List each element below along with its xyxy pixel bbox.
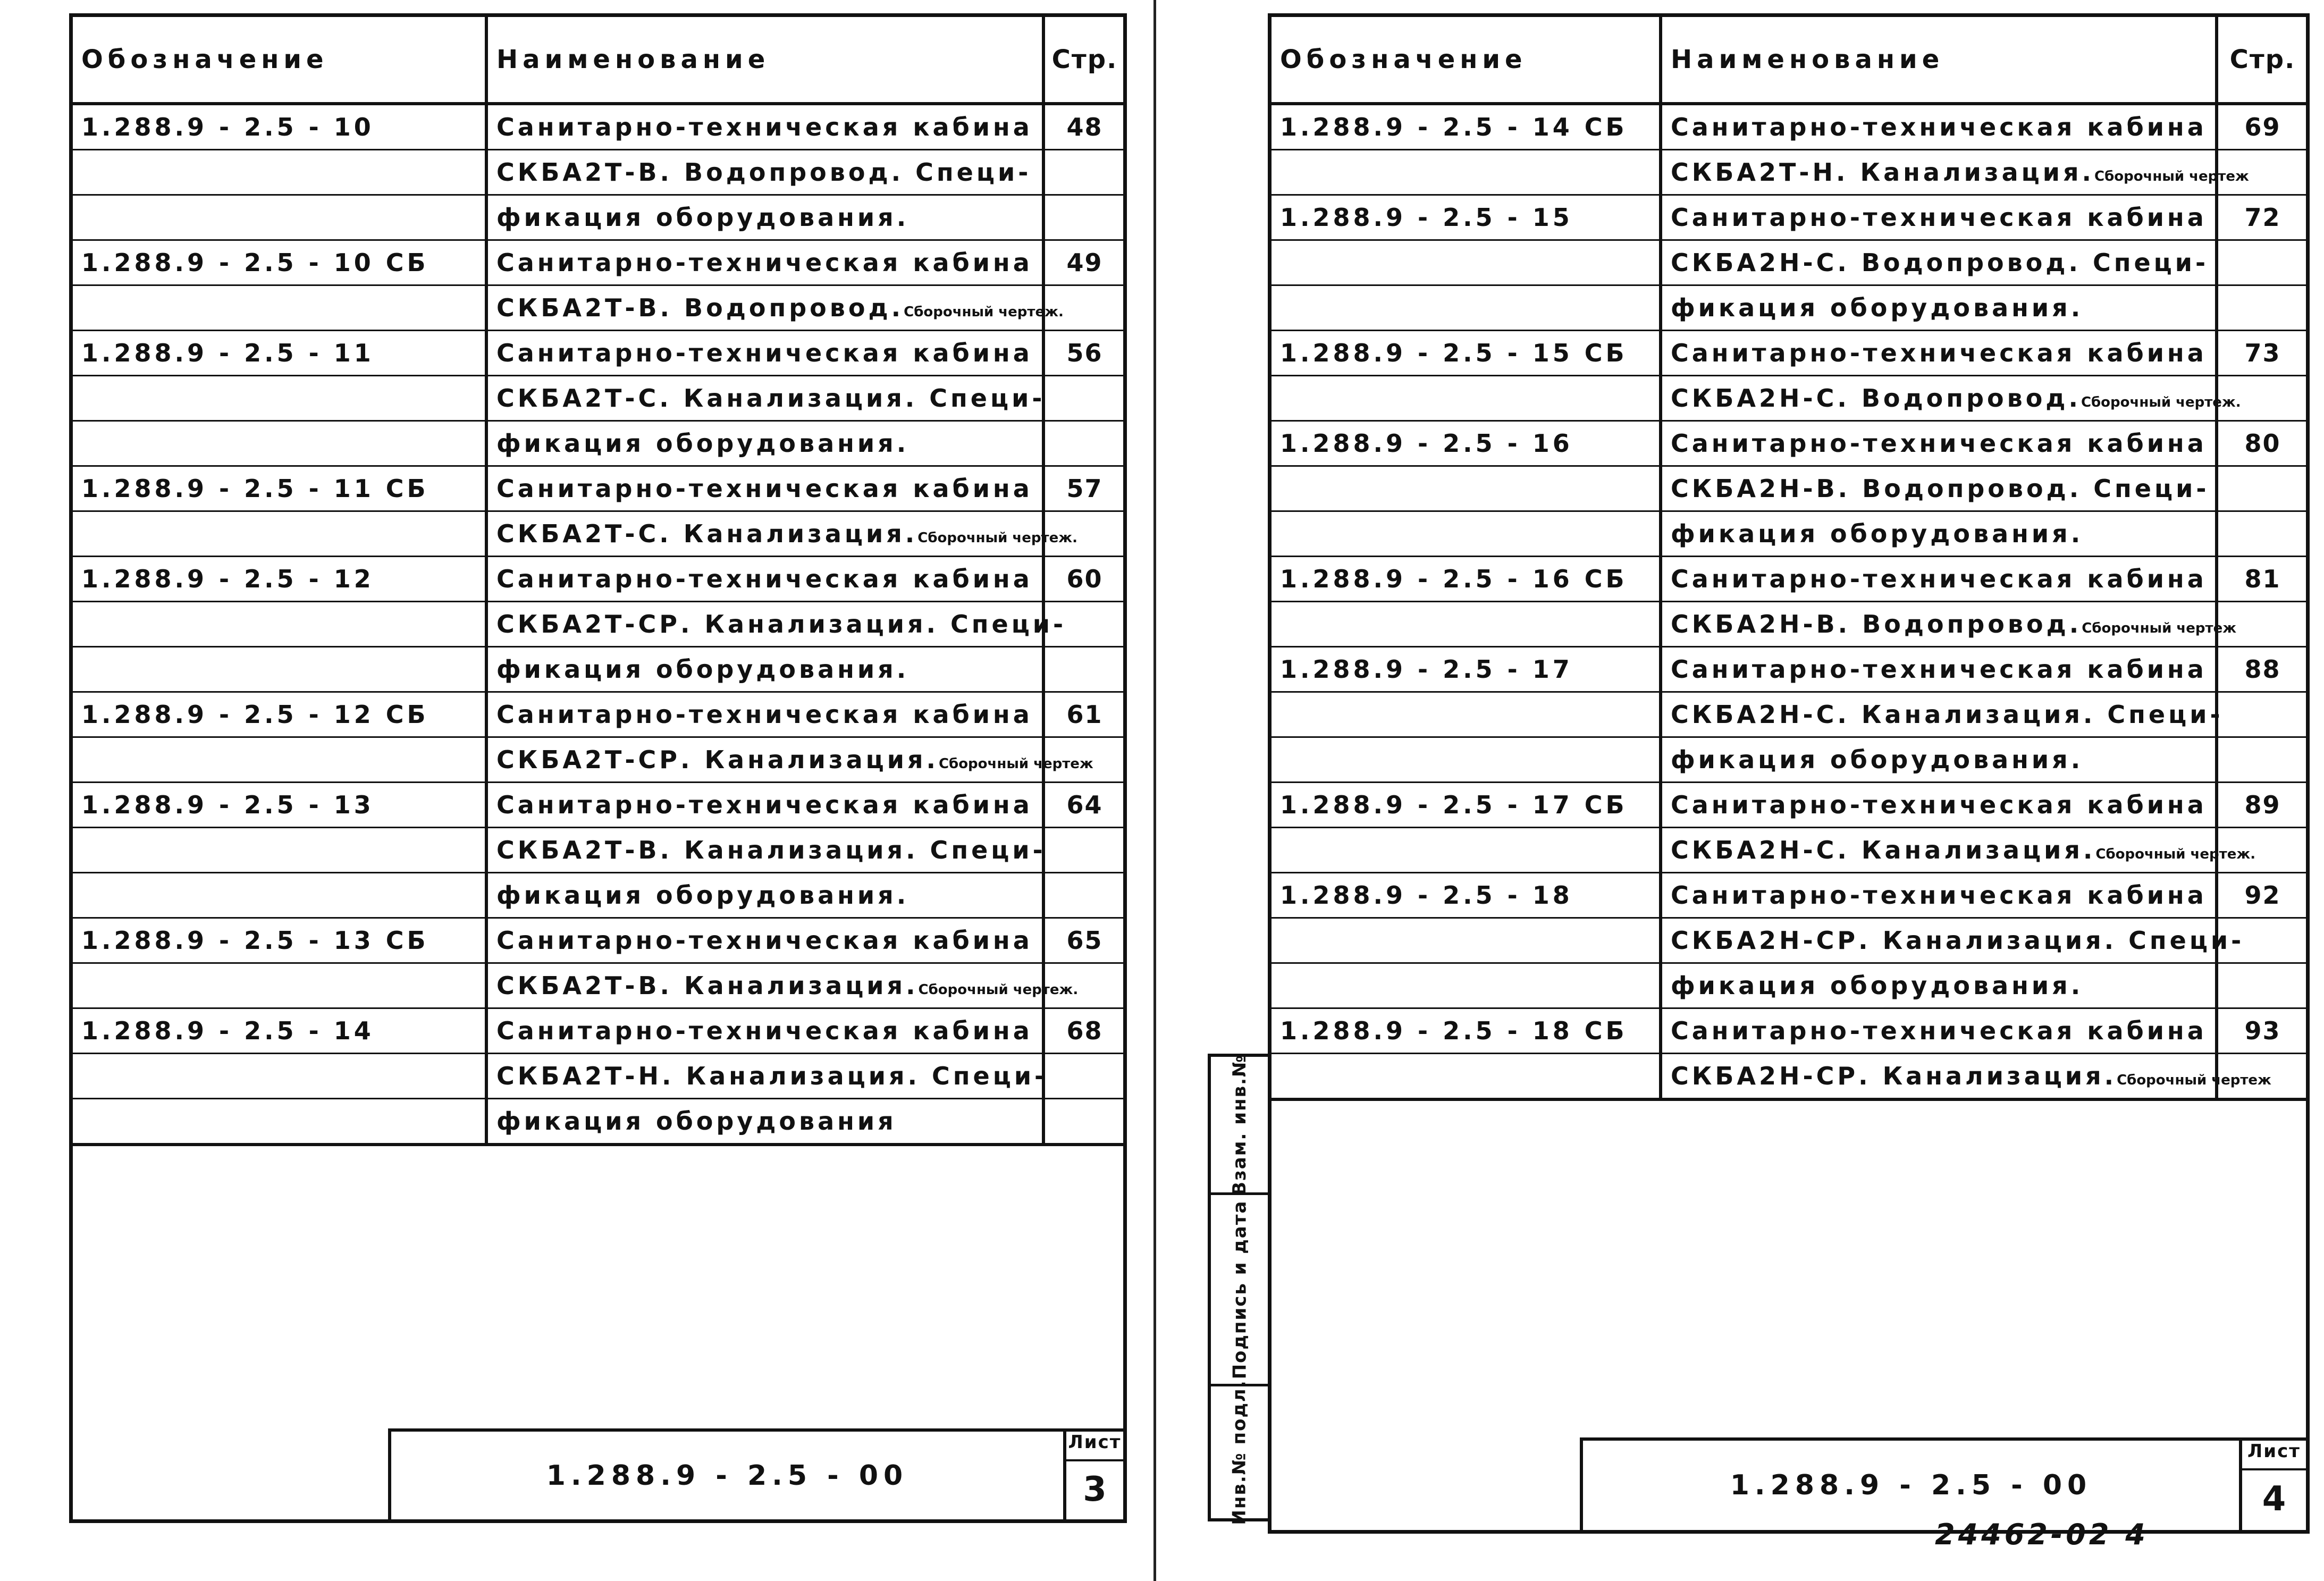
row-designation: 1.288.9 - 2.5 - 16 СБ [1272, 557, 1661, 602]
table-row [1272, 376, 2307, 421]
row-designation [73, 873, 486, 918]
row-page: 80 [2217, 421, 2307, 466]
row-name [1661, 240, 2217, 285]
row-name [1661, 783, 2217, 828]
table-row [1272, 692, 2307, 737]
row-name-note: Сборочный чертеж. [917, 530, 1077, 546]
table-row [73, 1054, 1124, 1099]
row-name [486, 918, 1043, 963]
table-row [73, 376, 1124, 421]
table-row [73, 150, 1124, 195]
row-name-text: СКБА2Н-С. Канализация. [1671, 836, 2096, 864]
row-designation [73, 195, 486, 240]
row-name-text: фикация оборудования. [1671, 293, 2084, 322]
table-row [1272, 737, 2307, 783]
row-name [1661, 285, 2217, 331]
row-name-text: СКБА2Н-С. Водопровод. Специ- [1671, 248, 2209, 277]
row-designation [1272, 963, 1661, 1008]
row-designation: 1.288.9 - 2.5 - 16 [1272, 421, 1661, 466]
table-row [73, 828, 1124, 873]
row-name-text: СКБА2Н-СР. Канализация. [1671, 1062, 2117, 1090]
row-name-text: Санитарно-техническая кабина [1671, 429, 2207, 458]
header-page: Стр. [1043, 17, 1124, 104]
row-name-text: Санитарно-техническая кабина [496, 791, 1033, 819]
row-page [1043, 421, 1124, 466]
row-designation: 1.288.9 - 2.5 - 15 СБ [1272, 331, 1661, 376]
row-name-text: Санитарно-техническая кабина [1671, 339, 2207, 367]
table-row [73, 511, 1124, 557]
row-name [486, 104, 1043, 150]
row-designation [1272, 511, 1661, 557]
row-page: 64 [1043, 783, 1124, 828]
row-name-note: Сборочный чертеж. [2081, 394, 2241, 410]
sheet-label: Лист [2242, 1441, 2306, 1470]
row-page: 93 [2217, 1008, 2307, 1054]
spec-rows-left [73, 104, 1124, 1145]
row-designation [1272, 737, 1661, 783]
row-name [1661, 963, 2217, 1008]
row-page: 65 [1043, 918, 1124, 963]
row-name-text: Санитарно-техническая кабина [496, 700, 1033, 729]
row-designation: 1.288.9 - 2.5 - 18 [1272, 873, 1661, 918]
row-name [486, 150, 1043, 195]
row-name-text: Санитарно-техническая кабина [1671, 1016, 2207, 1045]
row-designation [1272, 918, 1661, 963]
row-page [2217, 963, 2307, 1008]
right-sheet [1229, 13, 2310, 1534]
row-designation [1272, 1054, 1661, 1100]
row-page [2217, 466, 2307, 511]
row-name [486, 557, 1043, 602]
row-name-text: Санитарно-техническая кабина [496, 926, 1033, 955]
table-row [73, 557, 1124, 602]
row-name-text: фикация оборудования. [496, 429, 910, 458]
row-designation [1272, 692, 1661, 737]
row-name-text: СКБА2Т-СР. Канализация. Специ- [496, 610, 1067, 638]
row-name-text: СКБА2Т-Н. Канализация. [1671, 158, 2094, 187]
table-row [73, 963, 1124, 1008]
row-page [2217, 285, 2307, 331]
row-designation: 1.288.9 - 2.5 - 10 СБ [73, 240, 486, 285]
row-name-text: Санитарно-техническая кабина [496, 339, 1033, 367]
document-code: 1.288.9 - 2.5 - 00 [1583, 1441, 2242, 1530]
table-row [73, 466, 1124, 511]
row-name [486, 963, 1079, 1008]
binding-fold-line [1153, 0, 1156, 1581]
row-name [1661, 150, 2249, 195]
row-name-text: фикация оборудования. [496, 203, 910, 232]
row-designation [1272, 466, 1661, 511]
row-name [486, 647, 1043, 692]
header-name: Наименование [486, 17, 1043, 104]
row-page [2217, 511, 2307, 557]
row-designation [1272, 828, 1661, 873]
row-name-text: СКБА2Т-С. Канализация. [496, 519, 918, 548]
left-sheet [69, 13, 1127, 1523]
row-name [1661, 195, 2217, 240]
row-name-text: СКБА2Н-С. Водопровод. [1671, 384, 2081, 413]
row-page [2217, 240, 2307, 285]
row-name [486, 783, 1043, 828]
row-page: 81 [2217, 557, 2307, 602]
side-stamp-inventory: Инв.№ подл. [1229, 1380, 1250, 1525]
table-row [73, 1099, 1124, 1145]
table-row [1272, 104, 2307, 150]
row-name [486, 1054, 1048, 1099]
row-designation: 1.288.9 - 2.5 - 17 [1272, 647, 1661, 692]
table-row [73, 331, 1124, 376]
row-name-text: фикация оборудования [496, 1107, 897, 1136]
row-name [486, 285, 1064, 331]
title-block-right [1580, 1437, 2306, 1530]
row-name [1661, 918, 2245, 963]
table-row [1272, 918, 2307, 963]
table-row [73, 737, 1124, 783]
row-page [1043, 376, 1124, 421]
row-name [1661, 873, 2217, 918]
side-stamp-signature: Подпись и дата [1211, 1195, 1268, 1386]
row-designation [73, 647, 486, 692]
table-row [1272, 195, 2307, 240]
table-row [1272, 421, 2307, 466]
row-name-text: Санитарно-техническая кабина [1671, 881, 2207, 910]
row-name-text: Санитарно-техническая кабина [496, 248, 1033, 277]
row-name [486, 602, 1067, 647]
row-name-text: Санитарно-техническая кабина [1671, 565, 2207, 593]
row-page: 89 [2217, 783, 2307, 828]
table-row [1272, 150, 2307, 195]
row-page [2217, 737, 2307, 783]
row-name [486, 828, 1046, 873]
row-name-text: СКБА2Т-С. Канализация. Специ- [496, 384, 1046, 413]
row-name [486, 466, 1043, 511]
row-name-text: СКБА2Т-В. Канализация. [496, 971, 919, 1000]
row-name [1661, 331, 2217, 376]
row-name [486, 692, 1043, 737]
row-name [1661, 421, 2217, 466]
row-page: 68 [1043, 1008, 1124, 1054]
side-stamp-replacement: Взам. инв.№ [1211, 1057, 1268, 1195]
row-name-note: Сборочный чертеж [2094, 169, 2249, 184]
row-page [1043, 150, 1124, 195]
row-name-note: Сборочный чертеж. [918, 982, 1079, 998]
row-page: 73 [2217, 331, 2307, 376]
row-name [486, 511, 1077, 557]
row-name [1661, 647, 2217, 692]
header-designation: Обозначение [73, 17, 486, 104]
row-name-note: Сборочный чертеж [938, 756, 1093, 772]
table-row [1272, 240, 2307, 285]
row-name-text: фикация оборудования. [1671, 971, 2084, 1000]
row-name [1661, 376, 2241, 421]
row-page [2217, 692, 2307, 737]
row-designation [73, 1054, 486, 1099]
row-designation: 1.288.9 - 2.5 - 13 [73, 783, 486, 828]
row-designation [73, 421, 486, 466]
row-name [1661, 511, 2217, 557]
row-designation [73, 1099, 486, 1145]
side-stamp [1208, 1054, 1272, 1525]
table-row [73, 285, 1124, 331]
row-page [1043, 1054, 1124, 1099]
row-name-text: СКБА2Н-В. Водопровод. Специ- [1671, 474, 2210, 503]
row-designation: 1.288.9 - 2.5 - 15 [1272, 195, 1661, 240]
row-designation: 1.288.9 - 2.5 - 18 СБ [1272, 1008, 1661, 1054]
spec-rows-right [1272, 104, 2307, 1099]
header-name: Наименование [1661, 17, 2217, 104]
spec-table-right [1272, 17, 2307, 1101]
row-designation [1272, 285, 1661, 331]
row-name-text: Санитарно-техническая кабина [496, 565, 1033, 593]
row-name-note: Сборочный чертеж. [2095, 846, 2256, 862]
row-designation [1272, 376, 1661, 421]
row-designation: 1.288.9 - 2.5 - 14 [73, 1008, 486, 1054]
row-name [486, 376, 1046, 421]
row-name-text: Санитарно-техническая кабина [496, 113, 1033, 141]
row-page [1043, 828, 1124, 873]
header-designation: Обозначение [1272, 17, 1661, 104]
row-name-text: фикация оборудования. [1671, 519, 2084, 548]
archive-number: 24462-02 4 [1935, 1518, 2149, 1551]
table-row [1272, 963, 2307, 1008]
table-row [1272, 511, 2307, 557]
row-name-text: СКБА2Т-В. Канализация. Специ- [496, 836, 1046, 864]
row-name [1661, 737, 2217, 783]
table-row [1272, 873, 2307, 918]
row-name [1661, 1008, 2217, 1054]
row-name-text: СКБА2Н-С. Канализация. Специ- [1671, 700, 2224, 729]
row-name-text: фикация оборудования. [496, 881, 910, 910]
row-designation: 1.288.9 - 2.5 - 17 СБ [1272, 783, 1661, 828]
row-name [486, 331, 1043, 376]
row-page [1043, 1099, 1124, 1145]
table-row [1272, 828, 2307, 873]
table-row [1272, 783, 2307, 828]
row-name [486, 873, 1043, 918]
row-name-text: Санитарно-техническая кабина [1671, 791, 2207, 819]
row-name-text: Санитарно-техническая кабина [496, 474, 1033, 503]
row-name-text: фикация оборудования. [496, 655, 910, 684]
table-row [73, 873, 1124, 918]
row-designation [73, 150, 486, 195]
row-designation: 1.288.9 - 2.5 - 13 СБ [73, 918, 486, 963]
table-row [1272, 1054, 2307, 1100]
row-name-text: Санитарно-техническая кабина [1671, 655, 2207, 684]
row-name-text: Санитарно-техническая кабина [1671, 203, 2207, 232]
row-name-text: Санитарно-техническая кабина [496, 1016, 1033, 1045]
table-row [1272, 647, 2307, 692]
row-designation: 1.288.9 - 2.5 - 10 [73, 104, 486, 150]
row-name [1661, 602, 2237, 647]
table-row [1272, 602, 2307, 647]
table-row [73, 1008, 1124, 1054]
row-page: 61 [1043, 692, 1124, 737]
row-name [1661, 828, 2256, 873]
row-designation: 1.288.9 - 2.5 - 11 СБ [73, 466, 486, 511]
row-name [486, 1008, 1043, 1054]
row-name-text: СКБА2Т-В. Водопровод. [496, 293, 904, 322]
table-row [73, 692, 1124, 737]
row-name-text: фикация оборудования. [1671, 745, 2084, 774]
row-page: 60 [1043, 557, 1124, 602]
table-row [73, 195, 1124, 240]
row-name [1661, 466, 2217, 511]
row-name [486, 421, 1043, 466]
row-designation: 1.288.9 - 2.5 - 14 СБ [1272, 104, 1661, 150]
row-name-note: Сборочный чертеж. [904, 304, 1064, 320]
row-name [1661, 692, 2224, 737]
table-row [1272, 331, 2307, 376]
row-designation [1272, 602, 1661, 647]
row-name [1661, 1054, 2271, 1100]
table-row [1272, 1008, 2307, 1054]
row-page [1043, 647, 1124, 692]
row-designation [73, 828, 486, 873]
table-row [1272, 285, 2307, 331]
row-designation: 1.288.9 - 2.5 - 12 [73, 557, 486, 602]
row-designation [1272, 150, 1661, 195]
row-name-note: Сборочный чертеж [2082, 620, 2237, 636]
row-designation [73, 511, 486, 557]
row-name-text: СКБА2Т-Н. Канализация. Специ- [496, 1062, 1048, 1090]
document-code: 1.288.9 - 2.5 - 00 [391, 1432, 1066, 1519]
row-designation: 1.288.9 - 2.5 - 12 СБ [73, 692, 486, 737]
sheet-number: 4 [2262, 1479, 2286, 1519]
row-name-text: Санитарно-техническая кабина [1671, 113, 2207, 141]
row-name-text: СКБА2Т-В. Водопровод. Специ- [496, 158, 1032, 187]
row-name-text: СКБА2Т-СР. Канализация. [496, 745, 939, 774]
row-name-text: СКБА2Н-СР. Канализация. Специ- [1671, 926, 2245, 955]
table-row [73, 647, 1124, 692]
row-designation: 1.288.9 - 2.5 - 11 [73, 331, 486, 376]
row-name [486, 1099, 1043, 1145]
row-designation [73, 963, 486, 1008]
row-page: 48 [1043, 104, 1124, 150]
title-block-left [388, 1428, 1123, 1519]
row-page [1043, 195, 1124, 240]
row-page: 69 [2217, 104, 2307, 150]
table-row [73, 602, 1124, 647]
table-row [73, 421, 1124, 466]
sheet-number: 3 [1083, 1469, 1107, 1509]
spec-table-left [73, 17, 1124, 1146]
row-designation [1272, 240, 1661, 285]
table-row [73, 783, 1124, 828]
row-page: 72 [2217, 195, 2307, 240]
row-designation [73, 602, 486, 647]
table-row [73, 240, 1124, 285]
row-name [1661, 104, 2217, 150]
table-row [1272, 466, 2307, 511]
row-name-note: Сборочный чертеж [2117, 1072, 2271, 1088]
row-designation [73, 737, 486, 783]
row-name [486, 240, 1043, 285]
row-designation [73, 376, 486, 421]
row-name [1661, 557, 2217, 602]
header-page: Стр. [2217, 17, 2307, 104]
row-name [486, 737, 1093, 783]
table-row [73, 104, 1124, 150]
table-row [73, 918, 1124, 963]
table-row [1272, 557, 2307, 602]
row-page: 92 [2217, 873, 2307, 918]
row-name-text: СКБА2Н-В. Водопровод. [1671, 610, 2082, 638]
row-page: 56 [1043, 331, 1124, 376]
row-name [486, 195, 1043, 240]
row-designation [73, 285, 486, 331]
row-page [1043, 873, 1124, 918]
row-page: 57 [1043, 466, 1124, 511]
row-page: 88 [2217, 647, 2307, 692]
row-page: 49 [1043, 240, 1124, 285]
sheet-label: Лист [1066, 1432, 1123, 1461]
